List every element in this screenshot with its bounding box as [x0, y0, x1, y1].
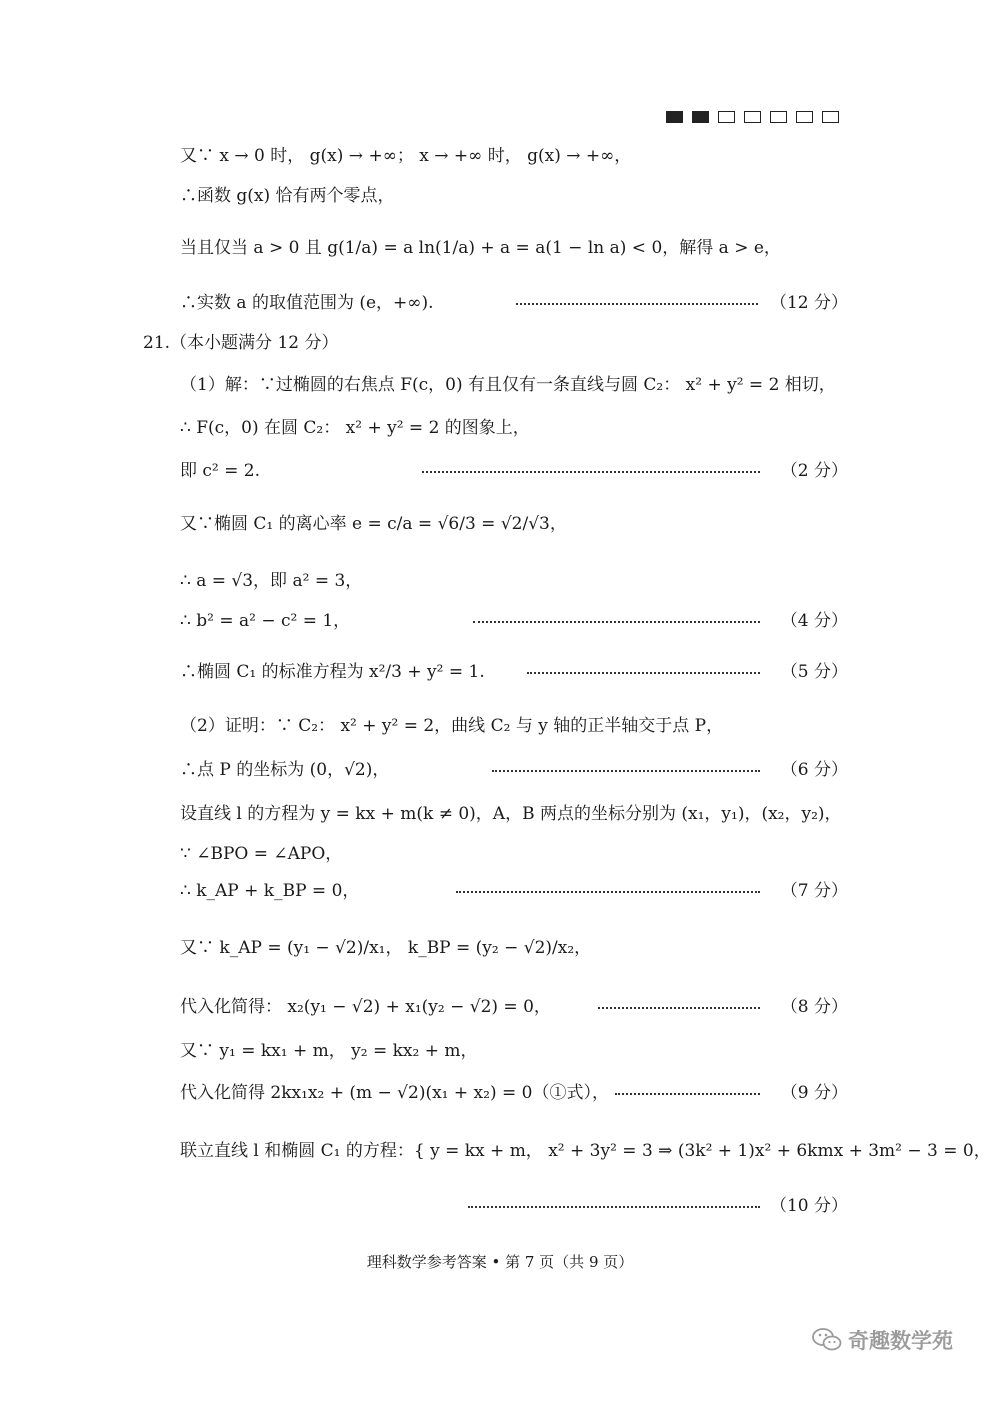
line-text: ∴ k_AP + k_BP = 0，: [180, 881, 360, 901]
question-heading: [0, 327, 1000, 359]
solution-line: [0, 932, 1000, 964]
dot-leader: [598, 1007, 760, 1009]
line-text: 设直线 l 的方程为 y = kx + m(k ≠ 0)，A，B 两点的坐标分别为 (x₁，y₁)，(x₂，y₂)，: [180, 804, 842, 824]
line-text: 21.（本小题满分 12 分）: [143, 333, 339, 353]
solution-line: [0, 140, 1000, 172]
dot-leader: [615, 1093, 760, 1095]
line-text: 又∵椭圆 C₁ 的离心率 e = c/a = √6/3 = √2/√3，: [180, 514, 567, 534]
solution-line: [0, 656, 1000, 688]
score-mark: （12 分）: [769, 293, 848, 313]
solution-line: [0, 754, 1000, 786]
line-text: ∴实数 a 的取值范围为 (e，+∞).: [180, 293, 434, 313]
solution-line: [0, 508, 1000, 540]
solution-line: [0, 838, 1000, 870]
watermark: [812, 1325, 953, 1355]
solution-line: [0, 605, 1000, 637]
line-text: 当且仅当 a > 0 且 g(1/a) = a ln(1/a) + a = a(1 − ln a) < 0，解得 a > e，: [180, 238, 781, 258]
progress-square: [796, 111, 813, 123]
score-mark: （8 分）: [780, 997, 848, 1017]
line-text: ∴函数 g(x) 恰有两个零点，: [180, 186, 395, 206]
solution-line: [0, 1035, 1000, 1067]
line-text: 代入化简得 2kx₁x₂ + (m − √2)(x₁ + x₂) = 0（①式），: [180, 1083, 609, 1103]
dot-leader: [422, 471, 760, 473]
dot-leader: [456, 891, 760, 893]
solution-line: [0, 1077, 1000, 1109]
line-text: 又∵ k_AP = (y₁ − √2)/x₁， k_BP = (y₂ − √2)/x₂，: [180, 938, 592, 958]
dot-leader: [473, 621, 760, 623]
score-mark: （2 分）: [780, 461, 848, 481]
wechat-icon: [812, 1327, 842, 1353]
line-text: ∴ b² = a² − c² = 1，: [180, 611, 351, 631]
dot-leader: [492, 770, 760, 772]
dot-leader: [516, 303, 758, 305]
page-footer: 理科数学参考答案 • 第 7 页（共 9 页）: [366, 1253, 634, 1271]
progress-square: [666, 111, 683, 123]
progress-square: [822, 111, 839, 123]
solution-line: [0, 1135, 1000, 1167]
solution-line: [0, 180, 1000, 212]
solution-line: [0, 991, 1000, 1023]
score-mark: （5 分）: [780, 662, 848, 682]
progress-squares: [666, 111, 839, 123]
line-text: 联立直线 l 和椭圆 C₁ 的方程：{ y = kx + m， x² + 3y² = 3 ⇒ (3k² + 1)x² + 6kmx + 3m² − 3 = 0，: [180, 1141, 991, 1161]
solution-line: [0, 875, 1000, 907]
solution-line: [0, 455, 1000, 487]
score-mark: （6 分）: [780, 760, 848, 780]
line-text: （2）证明：∵ C₂： x² + y² = 2，曲线 C₂ 与 y 轴的正半轴交于点 P，: [180, 716, 724, 736]
line-text: ∴ a = √3，即 a² = 3，: [180, 571, 363, 591]
line-text: ∴椭圆 C₁ 的标准方程为 x²/3 + y² = 1.: [180, 662, 485, 682]
solution-line: [0, 798, 1000, 830]
score-mark: （7 分）: [780, 881, 848, 901]
solution-line: [0, 369, 1000, 401]
progress-square: [770, 111, 787, 123]
line-text: 即 c² = 2.: [180, 461, 261, 481]
solution-line: [0, 710, 1000, 742]
dot-leader: [527, 672, 760, 674]
solution-line: [0, 565, 1000, 597]
score-mark: （4 分）: [780, 611, 848, 631]
watermark-text: 奇趣数学苑: [848, 1329, 953, 1353]
score-mark: （10 分）: [769, 1196, 848, 1216]
line-text: 代入化简得： x₂(y₁ − √2) + x₁(y₂ − √2) = 0，: [180, 997, 551, 1017]
line-text: 又∵ y₁ = kx₁ + m， y₂ = kx₂ + m，: [180, 1041, 478, 1061]
line-text: ∵ ∠BPO = ∠APO，: [180, 844, 343, 864]
solution-line: [0, 1190, 1000, 1222]
solution-line: [0, 232, 1000, 264]
line-text: ∴点 P 的坐标为 (0，√2)，: [180, 760, 390, 780]
progress-square: [718, 111, 735, 123]
line-text: 又∵ x → 0 时， g(x) → +∞； x → +∞ 时， g(x) → +∞，: [180, 146, 632, 166]
solution-line: [0, 412, 1000, 444]
dot-leader: [468, 1206, 760, 1208]
score-mark: （9 分）: [780, 1083, 848, 1103]
line-text: （1）解：∵过椭圆的右焦点 F(c，0) 有且仅有一条直线与圆 C₂： x² + y² = 2 相切，: [180, 375, 836, 395]
line-text: ∴ F(c，0) 在圆 C₂： x² + y² = 2 的图象上，: [180, 418, 530, 438]
solution-line: [0, 287, 1000, 319]
progress-square: [692, 111, 709, 123]
progress-square: [744, 111, 761, 123]
